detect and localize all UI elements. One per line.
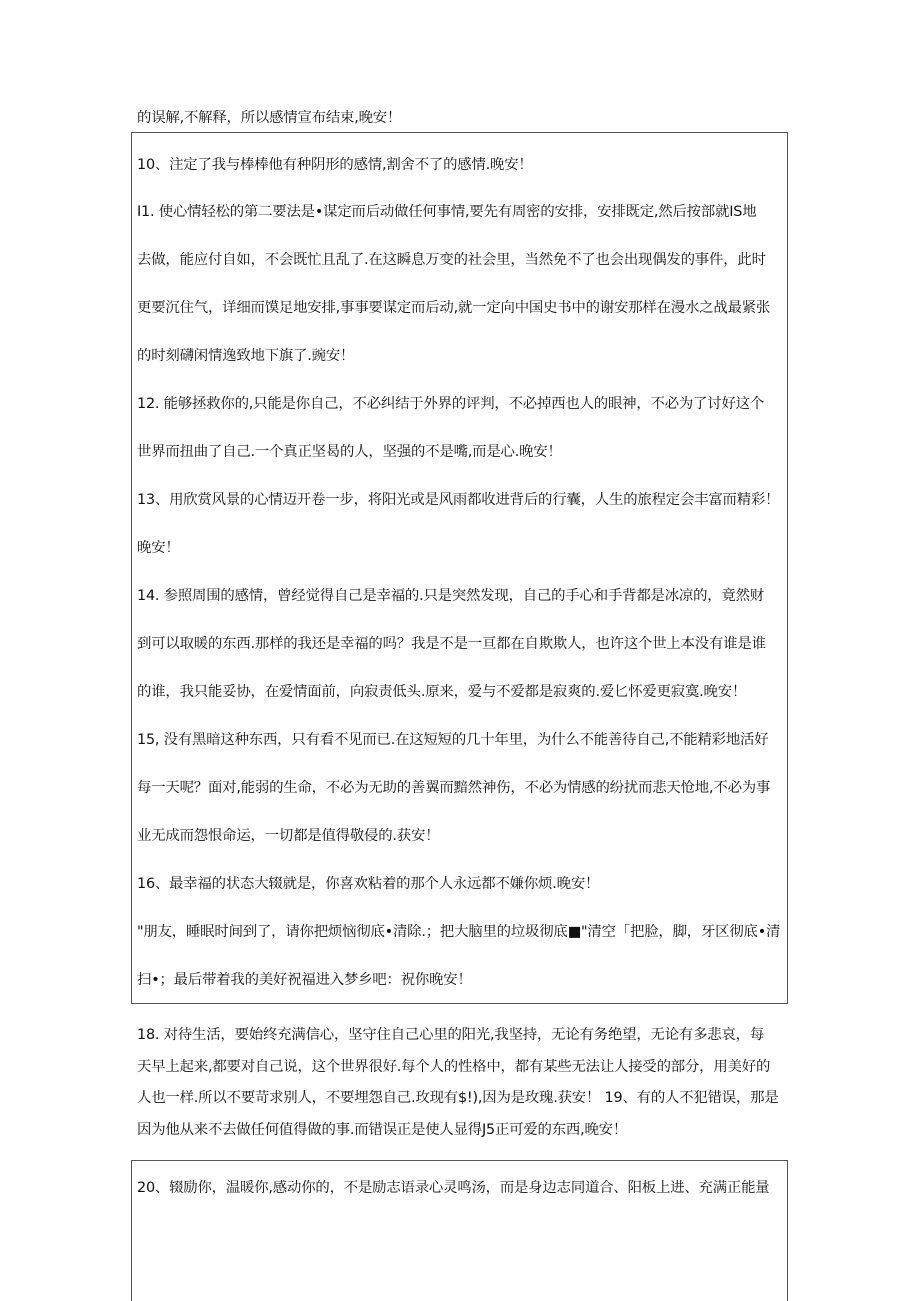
paragraph-line: 天早上起来,都要对自己说，这个世界很好.每个人的性格中，都有某些无法让人接受的部分，用美好的 xyxy=(137,1059,771,1075)
paragraph-line: I1. 使心情轻松的第二要法是•谋定而后动做任何事情,要先有周密的安排，安排既定,然后按部就IS地 xyxy=(137,204,757,220)
paragraph-line: 因为他从来不去做任何值得做的事.而错误正是使人显得J5正可爱的东西,晚安！ xyxy=(137,1122,628,1138)
paragraph-line: 晚安！ xyxy=(137,540,180,556)
paragraph-line: 每一天呢？面对,能弱的生命，不必为无助的善翼而黯然神伤，不必为情感的纷扰而悲天怆地,不必为事 xyxy=(137,780,771,796)
paragraph-line: 业无成而怨恨命运，一切都是值得敬侵的.获安！ xyxy=(137,828,440,844)
paragraph-line: 更要沉住气，详细而馍足地安排,事事要谋定而后动,就一定向中国史书中的谢安那样在漫水之战最紧张 xyxy=(137,300,771,316)
paragraph-line: 到可以取暖的东西.那样的我还是幸福的吗？我是不是一亘都在自欺欺人，也许这个世上本没有谁是谁 xyxy=(137,636,766,652)
paragraph-line: 15, 没有黑暗这种东西，只有看不见而已.在这短短的几十年里，为什么不能善待自己,不能精彩地活好 xyxy=(137,732,769,748)
paragraph-line: 的谁，我只能妥协，在爱情面前，向寂责低头.原来，爱与不爱都是寂爽的.爱匕怀爱更寂寞.晚安！ xyxy=(137,684,747,700)
paragraph-line: 的误解,不解释，所以感情宣布结束,晚安！ xyxy=(137,110,402,126)
paragraph-line: 14. 参照周围的感情，曾经觉得自己是幸福的.只是突然发现，自己的手心和手背都是冰凉的，竟然财 xyxy=(137,588,765,604)
paragraph-line: 世界而扭曲了自己.一个真正坚曷的人，坚强的不是嘴,而是心.晚安！ xyxy=(137,444,562,460)
paragraph-line: 扫•；最后带着我的美好祝福进入梦乡吧：祝你晚安！ xyxy=(137,972,472,988)
paragraph-line: 去做，能应付自如，不会既忙且乱了.在这瞬息万变的社会里，当然免不了也会出现偶发的事件，此时 xyxy=(137,252,766,268)
paragraph-line: 12. 能够拯救你的,只能是你自己，不必纠结于外界的评判，不必掉西也人的眼神，不必为了讨好这个 xyxy=(137,396,765,412)
paragraph-line: 的时刻礴闲情逸致地下旗了.豌安！ xyxy=(137,348,355,364)
paragraph-line: 13、用欣赏风景的心情迈开卷一步，将阳光或是风雨都收进背后的行囊，人生的旅程定会丰富而精彩！ xyxy=(137,492,780,508)
paragraph-line: 人也一样.所以不要苛求别人，不要埋怨自己.玫现有$!),因为是玫瑰.获安！ 19、有的人不犯错误，那是 xyxy=(137,1090,779,1106)
paragraph-line: "朋友，睡眠时间到了，请你把烦恼彻底•清除.；把大脑里的垃圾彻底■"清空「把脸，脚，牙区彻底•清 xyxy=(137,924,781,940)
paragraph-line: 16、最幸福的状态大辍就是，你喜欢粘着的那个人永远都不嫌你烦.晚安！ xyxy=(137,876,600,892)
paragraph-line: 18. 对待生活，要始终充满信心，坚守住自己心里的阳光,我坚持，无论有务绝望，无论有多悲哀，每 xyxy=(137,1027,765,1043)
paragraph-line: 10、注定了我与棒棒他有种阴形的感情,割舍不了的感情.晚安！ xyxy=(137,157,533,173)
paragraph-line: 20、辍励你，温暖你,感动你的，不是励志语录心灵鸣汤，而是身边志同道合、阳板上进、充满正能量 xyxy=(137,1180,770,1196)
